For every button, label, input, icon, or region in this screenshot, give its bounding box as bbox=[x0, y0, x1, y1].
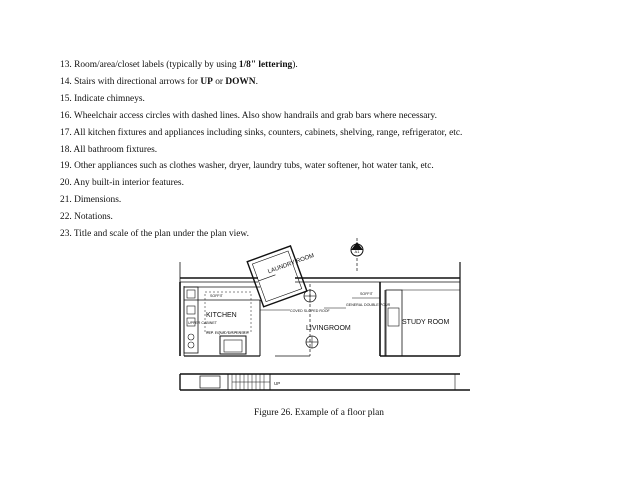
list-item: 20. Any built-in interior features. bbox=[60, 178, 184, 189]
coved-roof-label: COVED SLOPED ROOF bbox=[290, 309, 330, 313]
floor-plan-drawing bbox=[170, 238, 470, 404]
soffit-label: SOFFIT bbox=[210, 294, 223, 298]
kitchen-label: KITCHEN bbox=[206, 312, 237, 319]
upper-cabinet-label: UPPER CABINET bbox=[188, 321, 217, 325]
ref-dispenser-label: REF. LIQUID DISPENSER bbox=[206, 331, 249, 335]
study-room-label: STUDY ROOM bbox=[402, 319, 450, 326]
soffit-label: SOFFIT bbox=[360, 292, 373, 296]
list-item: 19. Other appliances such as clothes washer, dryer, laundry tubs, water softener, hot water tank, etc. bbox=[60, 161, 434, 172]
marker-number: A1 bbox=[354, 249, 360, 254]
list-item: 13. Room/area/closet labels (typically by using 1/8" lettering). bbox=[60, 60, 298, 70]
list-item: 16. Wheelchair access circles with dashed lines. Also show handrails and grab bars where necessary. bbox=[60, 110, 437, 121]
requirements-list bbox=[60, 57, 620, 243]
list-item: 23. Title and scale of the plan under the plan view. bbox=[60, 229, 249, 240]
list-item: 14. Stairs with directional arrows for UP or DOWN. bbox=[60, 76, 258, 87]
list-item: 22. Notations. bbox=[60, 212, 113, 223]
general-pour-label: GENERAL DOUBLE POUR bbox=[346, 303, 391, 307]
list-item: 15. Indicate chimneys. bbox=[60, 93, 145, 104]
list-item: 17. All kitchen fixtures and appliances including sinks, counters, cabinets, shelving, range, refrigerator, etc. bbox=[60, 127, 463, 138]
laundry-room-label: LAUNDRY ROOM bbox=[267, 252, 316, 276]
stairs-up-label: UP bbox=[274, 381, 281, 386]
living-room-label: LIVINGROOM bbox=[306, 325, 351, 332]
list-item: 18. All bathroom fixtures. bbox=[60, 144, 158, 155]
figure-caption: Figure 26. Example of a floor plan bbox=[254, 408, 384, 418]
list-item: 21. Dimensions. bbox=[60, 195, 122, 206]
